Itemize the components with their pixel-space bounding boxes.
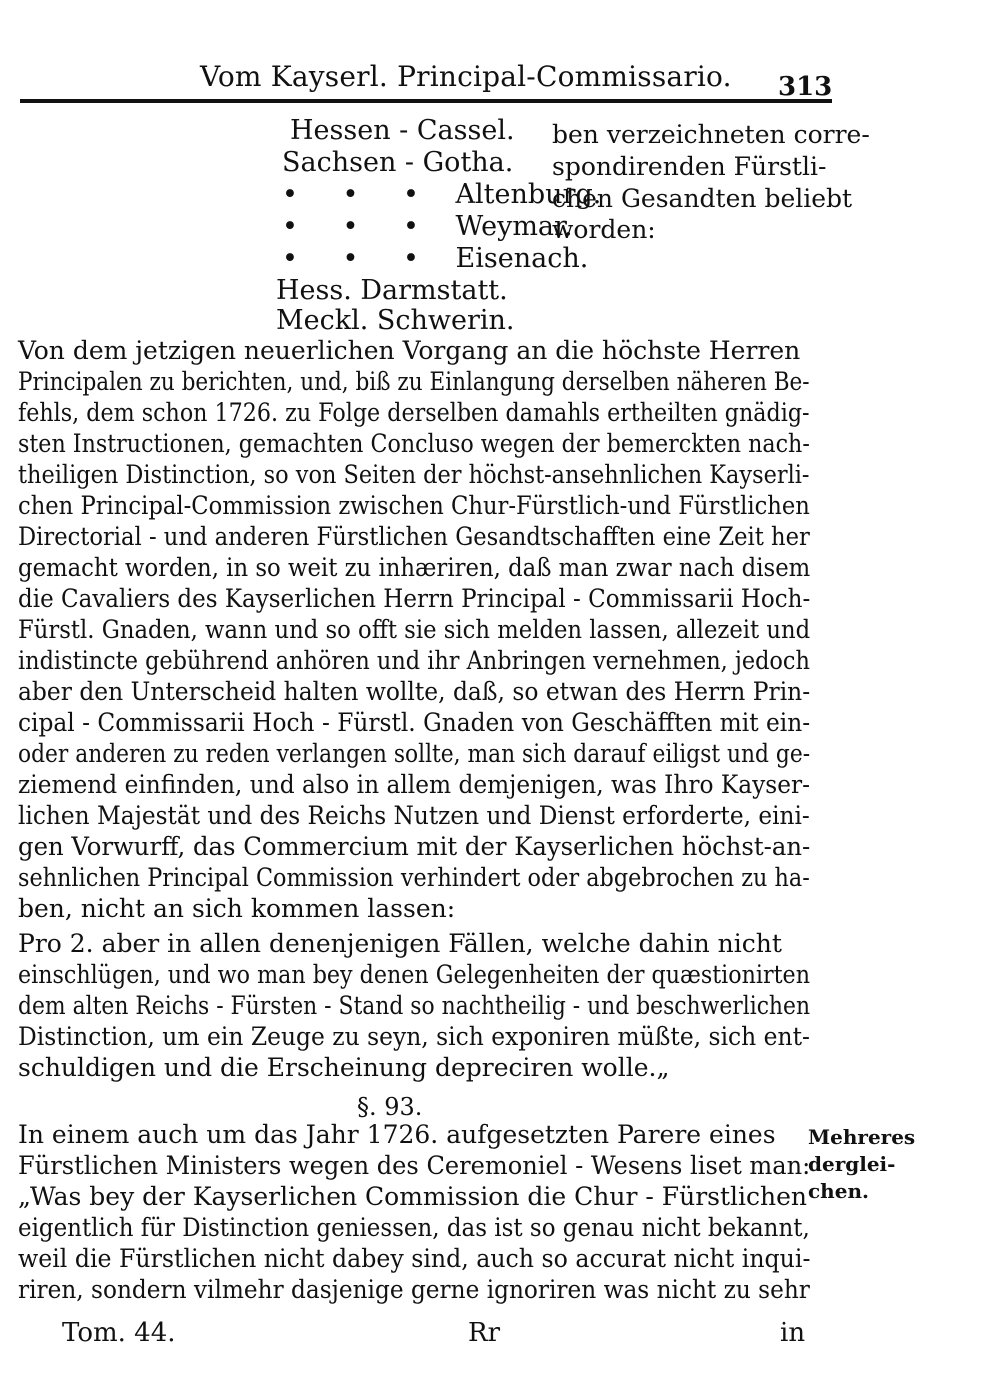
footer-volume: Tom. 44. bbox=[62, 1318, 176, 1348]
side-column-line: worden: bbox=[552, 215, 656, 244]
text-line: indistincte gebührend anhören und ihr Anbringen vernehmen, jedoch bbox=[18, 646, 810, 675]
margin-note-line: Mehreres bbox=[808, 1125, 916, 1149]
text-line: Directorial - und anderen Fürstlichen Gesandtschafften eine Zeit her bbox=[18, 522, 810, 551]
text-line: Fürstlichen Ministers wegen des Ceremoniel - Wesens liset man: bbox=[18, 1151, 811, 1180]
header-rule bbox=[20, 99, 832, 103]
list-entry-label: Eisenach. bbox=[455, 243, 589, 274]
text-line: Von dem jetzigen neuerlichen Vorgang an die höchste Herren bbox=[18, 336, 801, 365]
list-entry bbox=[282, 244, 588, 274]
text-line: Distinction, um ein Zeuge zu seyn, sich exponiren müßte, sich ent- bbox=[18, 1022, 810, 1051]
text-line: chen Principal-Commission zwischen Chur-Fürstlich-und Fürstlichen bbox=[18, 491, 810, 520]
text-line: ben, nicht an sich kommen lassen: bbox=[18, 894, 456, 923]
list-entry-label: Hess. Darmstatt. bbox=[276, 275, 508, 306]
section-number: §. 93. bbox=[357, 1093, 423, 1121]
text-line: einschlügen, und wo man bey denen Gelegenheiten der quæstionirten bbox=[18, 960, 810, 989]
footer-signature-mark: Rr bbox=[468, 1318, 501, 1348]
ditto-marks: • • • bbox=[282, 211, 437, 242]
text-line: dem alten Reichs - Fürsten - Stand so nachtheilig - und beschwerlichen bbox=[18, 991, 811, 1020]
list-entry bbox=[276, 276, 508, 306]
ditto-marks: • • • bbox=[282, 243, 437, 274]
text-line: ziemend einfinden, und also in allem demjenigen, was Ihro Kayser- bbox=[18, 770, 810, 799]
text-line: eigentlich für Distinction geniessen, das ist so genau nicht bekannt, bbox=[18, 1213, 810, 1242]
margin-note-line: chen. bbox=[808, 1179, 869, 1203]
text-line: theiligen Distinction, so von Seiten der höchst-ansehnlichen Kayserli- bbox=[18, 460, 810, 489]
text-line: oder anderen zu reden verlangen sollte, man sich darauf eiligst und ge- bbox=[18, 739, 811, 768]
list-entry-label: Hessen - Cassel. bbox=[290, 115, 515, 146]
text-line: weil die Fürstlichen nicht dabey sind, auch so accurat nicht inqui- bbox=[18, 1244, 811, 1273]
text-line: In einem auch um das Jahr 1726. aufgesetzten Parere eines bbox=[18, 1120, 776, 1149]
side-column-line: chen Gesandten beliebt bbox=[552, 184, 853, 213]
list-entry-label: Weymar. bbox=[455, 211, 573, 242]
list-entry bbox=[282, 212, 573, 242]
text-line: schuldigen und die Erscheinung depreciren wolle.„ bbox=[18, 1053, 670, 1082]
list-entry-label: Meckl. Schwerin. bbox=[276, 305, 515, 336]
text-line: lichen Majestät und des Reichs Nutzen und Dienst erforderte, eini- bbox=[18, 801, 810, 830]
text-line: „Was bey der Kayserlichen Commission die Chur - Fürstlichen bbox=[18, 1182, 808, 1211]
text-line: fehls, dem schon 1726. zu Folge derselben damahls ertheilten gnädig- bbox=[18, 398, 810, 427]
text-line: sehnlichen Principal Commission verhindert oder abgebrochen zu ha- bbox=[18, 863, 810, 892]
text-line: aber den Unterscheid halten wollte, daß, so etwan des Herrn Prin- bbox=[18, 677, 811, 706]
page-number: 313 bbox=[778, 72, 833, 102]
list-entry bbox=[290, 116, 515, 146]
list-entry-label: Sachsen - Gotha. bbox=[282, 147, 514, 178]
ditto-marks: • • • bbox=[282, 179, 437, 210]
list-entry bbox=[276, 306, 515, 336]
list-entry bbox=[282, 148, 513, 178]
side-column-line: ben verzeichneten corre- bbox=[552, 120, 870, 149]
side-column-line: spondirenden Fürstli- bbox=[552, 152, 827, 181]
text-line: Principalen zu berichten, und, biß zu Einlangung derselben näheren Be- bbox=[18, 367, 810, 396]
text-line: gemacht worden, in so weit zu inhæriren, daß man zwar nach disem bbox=[18, 553, 811, 582]
text-line: sten Instructionen, gemachten Concluso wegen der bemerckten nach- bbox=[18, 429, 810, 458]
text-line: cipal - Commissarii Hoch - Fürstl. Gnaden von Geschäfften mit ein- bbox=[18, 708, 811, 737]
text-line: riren, sondern vilmehr dasjenige gerne ignoriren was nicht zu sehr bbox=[18, 1275, 810, 1304]
list-entry-label: Altenburg. bbox=[455, 179, 602, 210]
running-title: Vom Kayserl. Principal-Commissario. bbox=[200, 60, 732, 93]
text-line: Fürstl. Gnaden, wann und so offt sie sich melden lassen, allezeit und bbox=[18, 615, 811, 644]
margin-note-line: derglei- bbox=[808, 1152, 896, 1176]
footer-catchword: in bbox=[780, 1318, 806, 1348]
text-line: gen Vorwurff, das Commercium mit der Kayserlichen höchst-an- bbox=[18, 832, 811, 861]
text-line: Pro 2. aber in allen denenjenigen Fällen, welche dahin nicht bbox=[18, 929, 782, 958]
text-line: die Cavaliers des Kayserlichen Herrn Principal - Commissarii Hoch- bbox=[18, 584, 811, 613]
